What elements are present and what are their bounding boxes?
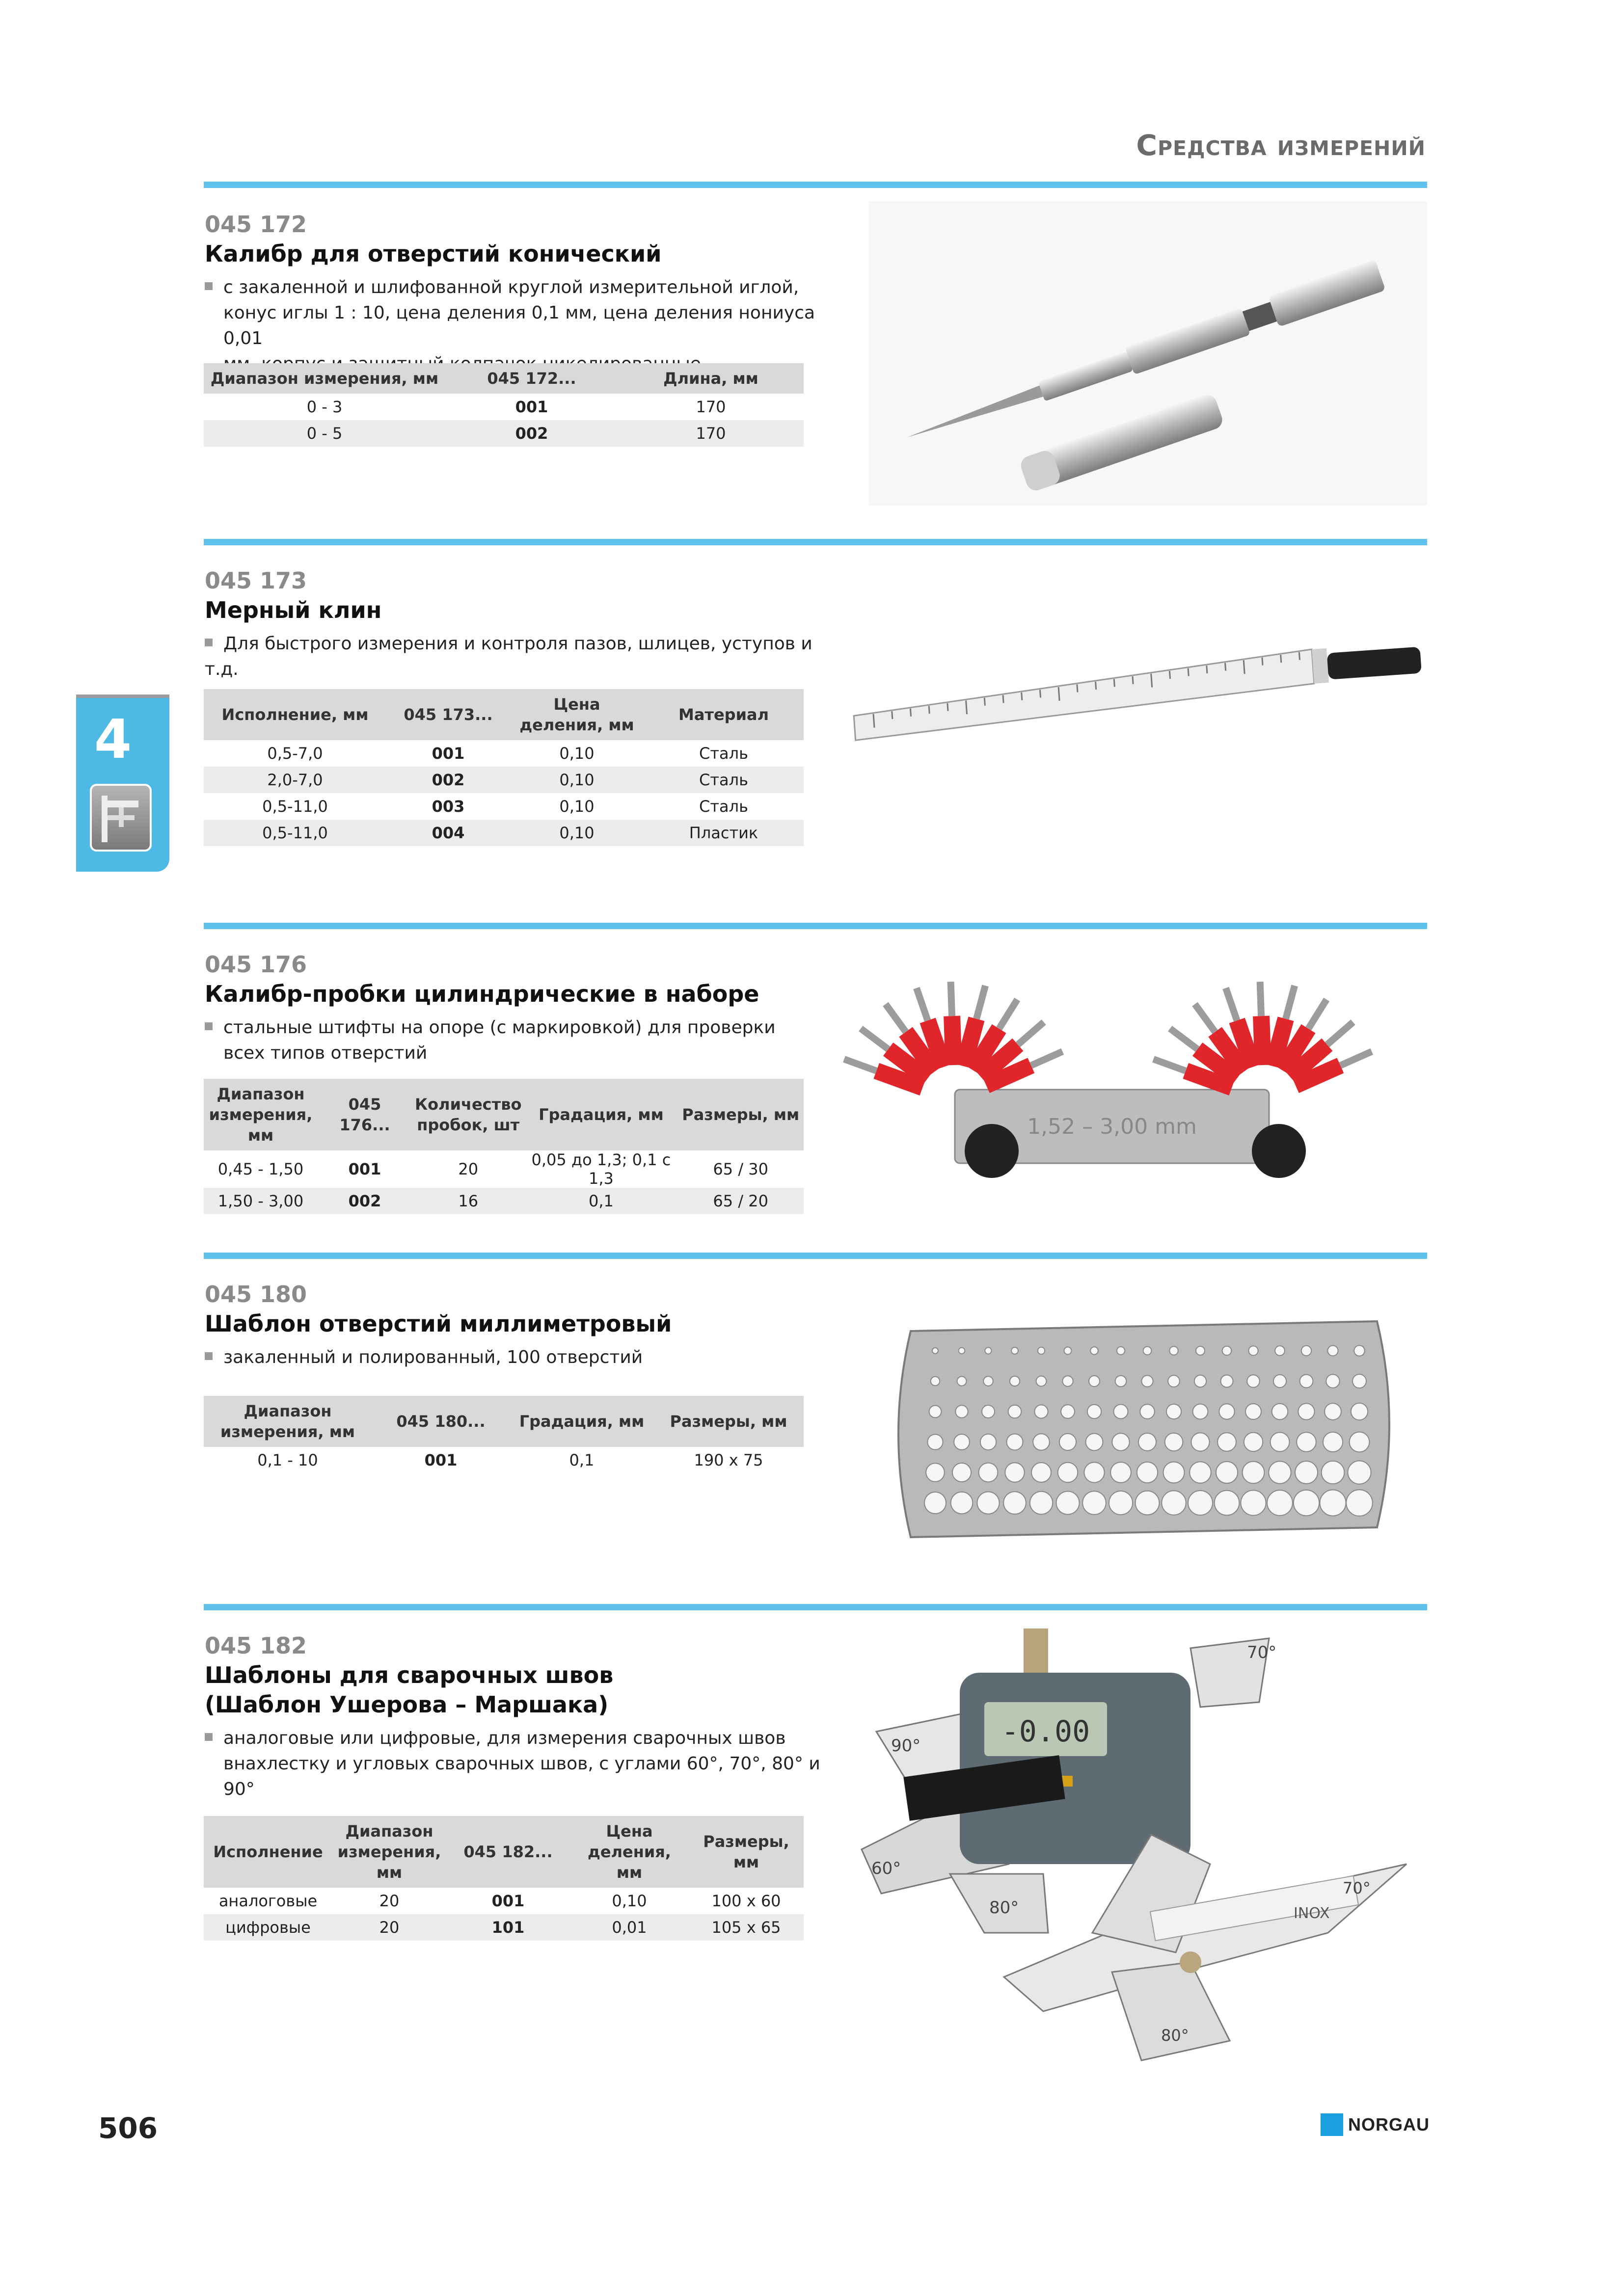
table-cell: 0 - 3 (306, 398, 343, 416)
article-number: 001 (424, 1451, 458, 1469)
spec-table (204, 1396, 804, 1473)
table-cell: 20 (332, 1914, 446, 1941)
section-045-182 (204, 1604, 1427, 2085)
lcd-readout: -0.00 (1001, 1714, 1090, 1749)
angle-label: 80° (989, 1898, 1019, 1918)
table-cell: 0,10 (612, 1892, 647, 1910)
column-header: 045 180... (372, 1396, 510, 1447)
table-cell: 20 (379, 1892, 400, 1910)
section-rule (204, 539, 1427, 545)
column-header: Размеры, мм (653, 1396, 804, 1447)
desc-line: конус иглы 1 : 10, цена деления 0,1 мм, цена деления нониуса 0,01 (223, 303, 815, 348)
angle-label: 80° (1161, 2026, 1189, 2045)
article-number: 101 (446, 1914, 570, 1941)
conical-hole-gauge-photo (869, 201, 1427, 506)
table-cell: 0,5-7,0 (267, 744, 323, 763)
desc-line: Для быстрого измерения и контроля пазов, шлицев, уступов и т.д. (205, 634, 812, 679)
table-cell: 0 - 5 (204, 420, 445, 447)
table-cell: аналоговые (218, 1892, 318, 1910)
column-header: Исполнение (204, 1816, 332, 1888)
table-cell: 100 x 60 (711, 1892, 781, 1910)
table-row (204, 1188, 804, 1214)
column-header: Диапазон измерения, мм (204, 1079, 318, 1150)
side-tab-number: 4 (94, 708, 132, 771)
bullet-icon (205, 1352, 213, 1360)
bullet-icon (205, 1733, 213, 1741)
column-header: Количество пробок, шт (412, 1079, 524, 1150)
table-cell: 0,05 до 1,3; 0,1 с 1,3 (531, 1150, 671, 1188)
product-description (205, 631, 843, 682)
angle-label: 70° (1343, 1879, 1371, 1897)
column-header: Размеры, мм (677, 1079, 804, 1150)
table-header-row (204, 363, 804, 394)
product-title: Калибр для отверстий конический (205, 240, 662, 267)
column-header: Градация, мм (510, 1396, 653, 1447)
table-cell: Сталь (699, 797, 748, 816)
product-title: Мерный клин (205, 597, 382, 623)
table-row (204, 767, 804, 793)
table-row (204, 1888, 804, 1914)
table-cell: 170 (618, 420, 804, 447)
column-header: Градация, мм (524, 1079, 677, 1150)
desc-line: всех типов отверстий (223, 1043, 428, 1063)
section-rule (204, 1604, 1427, 1610)
product-title: Шаблон отверстий миллиметровый (205, 1310, 672, 1337)
table-row (204, 820, 804, 846)
inox-label: INOX (1294, 1905, 1330, 1922)
desc-line: с закаленной и шлифованной круглой измерительной иглой, (223, 277, 799, 297)
measuring-wedge-photo (842, 588, 1427, 765)
spec-table (204, 1079, 804, 1214)
table-row (204, 1150, 804, 1188)
desc-line: аналоговые или цифровые, для измерения сварочных швов (223, 1728, 786, 1748)
spec-table (204, 363, 804, 447)
table-cell: Пластик (644, 820, 804, 846)
article-number: 002 (386, 767, 510, 793)
table-cell: 20 (458, 1160, 479, 1178)
product-code: 045 176 (205, 951, 307, 978)
table-row (204, 420, 804, 447)
angle-label: 90° (891, 1736, 921, 1756)
article-number: 001 (515, 398, 548, 416)
bullet-icon (205, 639, 213, 646)
column-header: 045 172... (445, 363, 618, 394)
product-code: 045 173 (205, 567, 307, 594)
column-header: Диапазон измерения, мм (204, 363, 445, 394)
product-title: Калибр-пробки цилиндрические в наборе (205, 981, 759, 1007)
table-cell: 0,10 (559, 797, 595, 816)
pin-gauge-set-photo (842, 957, 1427, 1212)
product-code: 045 180 (205, 1281, 307, 1308)
product-code: 045 182 (205, 1632, 307, 1659)
section-045-172 (204, 182, 1427, 515)
column-header: Материал (644, 689, 804, 740)
desc-line: стальные штифты на опоре (с маркировкой) для проверки (223, 1017, 776, 1038)
table-cell: 65 / 30 (713, 1160, 768, 1178)
table-cell: 0,1 (524, 1188, 677, 1214)
section-rule (204, 923, 1427, 929)
table-cell: 0,10 (510, 820, 644, 846)
angle-label: 70° (1247, 1643, 1277, 1662)
table-row (204, 394, 804, 420)
section-045-176 (204, 923, 1427, 1227)
page-number: 506 (98, 2111, 158, 2145)
angle-label: 60° (871, 1859, 901, 1878)
page-header-title: Средства измерений (1136, 129, 1426, 162)
article-number: 003 (432, 797, 465, 816)
caliper-icon (90, 784, 152, 852)
article-number: 001 (491, 1892, 525, 1910)
column-header: Диапазон измерения, мм (332, 1816, 446, 1888)
column-header: Цена деления, мм (570, 1816, 689, 1888)
product-subtitle: (Шаблон Ушерова – Маршака) (205, 1691, 609, 1718)
probe-label: 1,52 – 3,00 mm (1027, 1114, 1197, 1139)
article-number: 002 (318, 1188, 412, 1214)
bullet-icon (205, 1022, 213, 1030)
table-row (204, 793, 804, 820)
product-code: 045 172 (205, 211, 307, 238)
product-description (205, 1345, 818, 1370)
section-045-180 (204, 1253, 1427, 1567)
table-header-row (204, 1079, 804, 1150)
product-description (205, 275, 818, 377)
column-header: 045 176... (318, 1079, 412, 1150)
table-cell: 105 x 65 (689, 1914, 804, 1941)
article-number: 001 (348, 1160, 381, 1178)
table-cell: 0,1 (569, 1451, 595, 1469)
section-045-173 (204, 539, 1427, 882)
table-cell: 0,10 (510, 767, 644, 793)
spec-table (204, 1816, 804, 1941)
column-header: 045 173... (386, 689, 510, 740)
table-cell: 2,0-7,0 (204, 767, 386, 793)
table-cell: 0,5-11,0 (204, 820, 386, 846)
hole-template-photo (881, 1297, 1427, 1552)
section-rule (204, 1253, 1427, 1259)
table-cell: 0,01 (570, 1914, 689, 1941)
product-description (205, 1726, 843, 1802)
column-header: Цена деления, мм (510, 689, 644, 740)
product-title: Шаблоны для сварочных швов (205, 1662, 614, 1688)
table-cell: 1,50 - 3,00 (204, 1188, 318, 1214)
table-cell: 16 (412, 1188, 524, 1214)
table-cell: 0,1 - 10 (257, 1451, 318, 1469)
column-header: Длина, мм (618, 363, 804, 394)
table-header-row (204, 1816, 804, 1888)
table-cell: 0,45 - 1,50 (217, 1160, 304, 1178)
column-header: 045 182... (446, 1816, 570, 1888)
column-header: Исполнение, мм (204, 689, 386, 740)
table-row (204, 1447, 804, 1473)
weld-gauge-photo (837, 1619, 1427, 2080)
table-cell: 0,5-11,0 (262, 797, 328, 816)
column-header: Размеры, мм (689, 1816, 804, 1888)
bullet-icon (205, 282, 213, 290)
article-number: 004 (386, 820, 510, 846)
spec-table (204, 689, 804, 846)
column-header: Диапазон измерения, мм (204, 1396, 372, 1447)
brand-name: NORGAU (1348, 2114, 1430, 2135)
product-description (205, 1015, 818, 1066)
table-cell: 170 (696, 398, 726, 416)
table-cell: 65 / 20 (677, 1188, 804, 1214)
desc-line: закаленный и полированный, 100 отверстий (223, 1347, 643, 1367)
table-cell: 190 x 75 (694, 1451, 763, 1469)
table-row (204, 740, 804, 767)
desc-line: внахлестку и угловых сварочных швов, с углами 60°, 70°, 80° и 90° (223, 1754, 820, 1799)
table-cell: 0,10 (559, 744, 595, 763)
article-number: 002 (445, 420, 618, 447)
table-header-row (204, 1396, 804, 1447)
section-rule (204, 182, 1427, 188)
table-cell: цифровые (204, 1914, 332, 1941)
table-cell: Сталь (699, 744, 748, 763)
table-row (204, 1914, 804, 1941)
side-tab[interactable] (76, 698, 169, 872)
article-number: 001 (432, 744, 465, 763)
table-cell: Сталь (644, 767, 804, 793)
table-header-row (204, 689, 804, 740)
brand-square-icon (1321, 2113, 1343, 2136)
